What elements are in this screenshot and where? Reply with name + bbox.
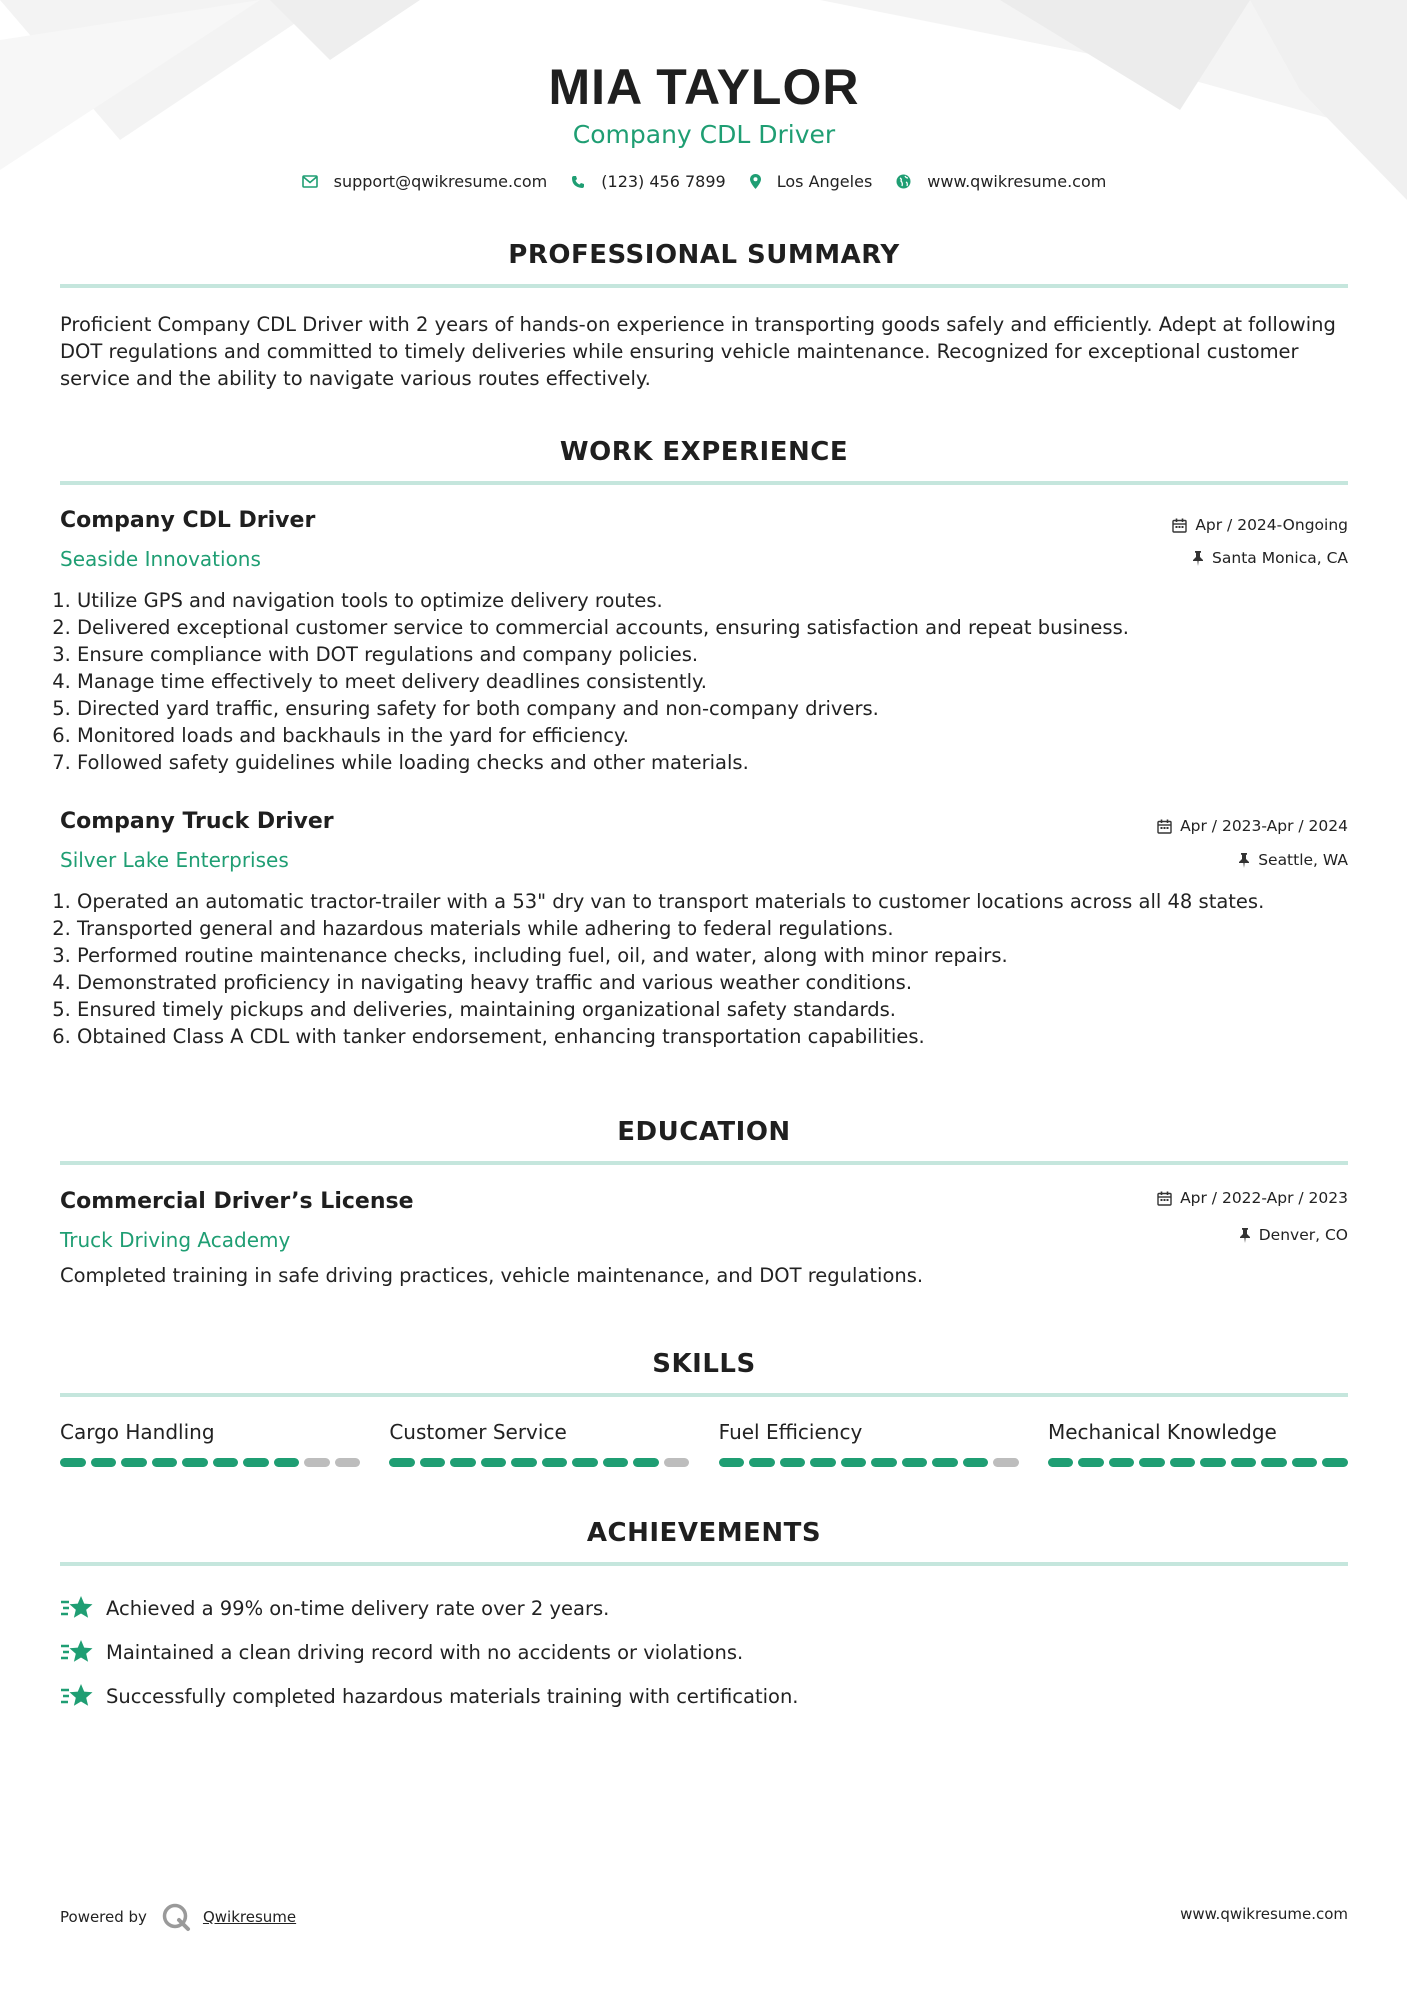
list-item: 3. Ensure compliance with DOT regulations and company policies. [77, 641, 1367, 668]
email-text: support@qwikresume.com [333, 172, 548, 191]
skill-segment-filled [121, 1458, 147, 1467]
education-divider [60, 1161, 1348, 1165]
achievements-heading: ACHIEVEMENTS [586, 1518, 822, 1548]
skill-level-bar [1048, 1458, 1348, 1467]
skill-segment-filled [749, 1458, 775, 1467]
skill-level-bar [389, 1458, 689, 1467]
brand-link[interactable]: Qwikresume [202, 1908, 297, 1926]
skill-segment-empty [335, 1458, 361, 1467]
list-item [60, 1630, 1348, 1674]
skill-segment-filled [1109, 1458, 1135, 1467]
skill-name: Cargo Handling [60, 1420, 215, 1444]
skill-segment-filled [810, 1458, 836, 1467]
job-bullets [53, 587, 1367, 776]
experience-heading: WORK EXPERIENCE [559, 437, 849, 467]
contact-website[interactable] [896, 172, 1106, 191]
skill-segment-filled [902, 1458, 928, 1467]
skill-segment-filled [389, 1458, 415, 1467]
contact-bar [60, 172, 1348, 191]
skill-segment-filled [1078, 1458, 1104, 1467]
job-dates [1172, 516, 1348, 534]
education-dates [1157, 1189, 1348, 1207]
envelope-icon [302, 175, 318, 188]
pushpin-icon [1192, 551, 1204, 566]
achievement-text: Successfully completed hazardous materials training with certification. [106, 1684, 799, 1708]
skill-name: Mechanical Knowledge [1047, 1420, 1277, 1444]
calendar-icon [1172, 518, 1187, 533]
skill-segment-filled [633, 1458, 659, 1467]
phone-text: (123) 456 7899 [601, 172, 726, 191]
job-location [1192, 549, 1348, 567]
skill-item [1048, 1420, 1348, 1467]
skill-segment-filled [780, 1458, 806, 1467]
education-description: Completed training in safe driving practices, vehicle maintenance, and DOT regulations. [60, 1264, 924, 1287]
skill-segment-filled [572, 1458, 598, 1467]
skill-segment-empty [993, 1458, 1019, 1467]
list-item: 2. Transported general and hazardous materials while adhering to federal regulations. [77, 915, 1367, 942]
skill-segment-filled [274, 1458, 300, 1467]
skill-segment-filled [1231, 1458, 1257, 1467]
skill-segment-filled [60, 1458, 86, 1467]
list-item: 5. Ensured timely pickups and deliveries, maintaining organizational safety standards. [77, 996, 1367, 1023]
contact-location [750, 172, 873, 191]
achievements-divider [60, 1562, 1348, 1566]
calendar-icon [1157, 1191, 1172, 1206]
skill-item [389, 1420, 689, 1467]
candidate-name: MIA TAYLOR [548, 59, 860, 115]
powered-by-label: Powered by [60, 1908, 147, 1926]
skill-level-bar [719, 1458, 1019, 1467]
skill-segment-filled [1170, 1458, 1196, 1467]
list-item: 3. Performed routine maintenance checks, including fuel, oil, and water, along with minor repairs. [77, 942, 1367, 969]
achievement-text: Maintained a clean driving record with no accidents or violations. [106, 1640, 744, 1664]
skill-segment-filled [450, 1458, 476, 1467]
education-degree: Commercial Driver’s License [60, 1189, 414, 1214]
star-achievement-icon [60, 1639, 94, 1665]
skill-segment-filled [1200, 1458, 1226, 1467]
list-item: 1. Utilize GPS and navigation tools to optimize delivery routes. [77, 587, 1367, 614]
skill-segment-filled [932, 1458, 958, 1467]
job-title: Company CDL Driver [60, 508, 316, 533]
footer-website[interactable]: www.qwikresume.com [1180, 1905, 1348, 1923]
skill-segment-filled [420, 1458, 446, 1467]
skill-segment-filled [719, 1458, 745, 1467]
list-item: 2. Delivered exceptional customer service to commercial accounts, ensuring satisfaction and repeat business. [77, 614, 1367, 641]
candidate-title: Company CDL Driver [572, 120, 836, 149]
education-school: Truck Driving Academy [60, 1228, 291, 1252]
list-item: 4. Manage time effectively to meet delivery deadlines consistently. [77, 668, 1367, 695]
list-item: 6. Monitored loads and backhauls in the yard for efficiency. [77, 722, 1367, 749]
skills-divider [60, 1393, 1348, 1397]
education-heading: EDUCATION [617, 1117, 791, 1147]
summary-text: Proficient Company CDL Driver with 2 years of hands-on experience in transporting goods safely and efficiently. Adept at following DOT regulations and committed to timely deliveries while ensuring vehicle maintenance. Recognized for exceptional customer service and the ability to navigate various routes effectively. [60, 313, 1336, 390]
footer-powered-by [60, 1902, 296, 1932]
pushpin-icon [1238, 853, 1250, 868]
job-location-text: Santa Monica, CA [1212, 549, 1348, 567]
education-dates-text: Apr / 2022-Apr / 2023 [1180, 1189, 1348, 1207]
star-achievement-icon [60, 1683, 94, 1709]
job-company: Seaside Innovations [60, 547, 261, 571]
skill-segment-filled [963, 1458, 989, 1467]
contact-phone[interactable] [571, 172, 725, 191]
skill-segment-filled [1048, 1458, 1074, 1467]
skill-segment-filled [1139, 1458, 1165, 1467]
skill-segment-filled [542, 1458, 568, 1467]
achievement-text: Achieved a 99% on-time delivery rate over 2 years. [106, 1596, 610, 1620]
skill-segment-filled [91, 1458, 117, 1467]
skill-level-bar [60, 1458, 360, 1467]
skill-segment-filled [603, 1458, 629, 1467]
contact-email[interactable] [302, 172, 548, 191]
experience-divider [60, 481, 1348, 485]
phone-icon [571, 175, 585, 189]
skill-segment-filled [243, 1458, 269, 1467]
skill-segment-empty [304, 1458, 330, 1467]
list-item: 1. Operated an automatic tractor-trailer with a 53" dry van to transport materials to customer locations across all 48 states. [77, 888, 1367, 915]
job-bullets [53, 888, 1367, 1050]
location-text: Los Angeles [776, 172, 873, 191]
star-achievement-icon [60, 1595, 94, 1621]
list-item: 7. Followed safety guidelines while loading checks and other materials. [77, 749, 1367, 776]
calendar-icon [1157, 819, 1172, 834]
skill-segment-filled [1261, 1458, 1287, 1467]
skill-item [719, 1420, 1019, 1467]
map-pin-icon [750, 174, 761, 189]
education-location-text: Denver, CO [1258, 1226, 1348, 1244]
skill-segment-filled [841, 1458, 867, 1467]
skill-segment-filled [152, 1458, 178, 1467]
job-dates [1157, 817, 1348, 835]
list-item [60, 1674, 1348, 1718]
job-company: Silver Lake Enterprises [60, 848, 289, 872]
achievements-list [60, 1586, 1348, 1718]
qwikresume-logo-icon [161, 1902, 191, 1932]
skill-segment-filled [213, 1458, 239, 1467]
skill-segment-filled [481, 1458, 507, 1467]
job-dates-text: Apr / 2023-Apr / 2024 [1180, 817, 1348, 835]
skill-name: Fuel Efficiency [718, 1420, 863, 1444]
job-title: Company Truck Driver [60, 809, 334, 834]
list-item: 6. Obtained Class A CDL with tanker endorsement, enhancing transportation capabilities. [77, 1023, 1367, 1050]
summary-heading: PROFESSIONAL SUMMARY [508, 240, 900, 270]
skill-segment-filled [871, 1458, 897, 1467]
skill-segment-filled [511, 1458, 537, 1467]
website-text: www.qwikresume.com [927, 172, 1107, 191]
summary-divider [60, 284, 1348, 288]
skill-segment-filled [1322, 1458, 1348, 1467]
list-item [60, 1586, 1348, 1630]
education-location [1239, 1226, 1348, 1244]
job-location [1238, 851, 1348, 869]
skills-heading: SKILLS [652, 1349, 756, 1379]
skill-name: Customer Service [389, 1420, 567, 1444]
job-location-text: Seattle, WA [1258, 851, 1348, 869]
skill-segment-filled [182, 1458, 208, 1467]
list-item: 5. Directed yard traffic, ensuring safety for both company and non-company drivers. [77, 695, 1367, 722]
pushpin-icon [1239, 1228, 1251, 1243]
skill-item [60, 1420, 360, 1467]
skills-grid [60, 1420, 1348, 1467]
list-item: 4. Demonstrated proficiency in navigating heavy traffic and various weather conditions. [77, 969, 1367, 996]
skill-segment-empty [664, 1458, 690, 1467]
skill-segment-filled [1292, 1458, 1318, 1467]
job-dates-text: Apr / 2024-Ongoing [1195, 516, 1348, 534]
globe-icon [896, 174, 911, 189]
